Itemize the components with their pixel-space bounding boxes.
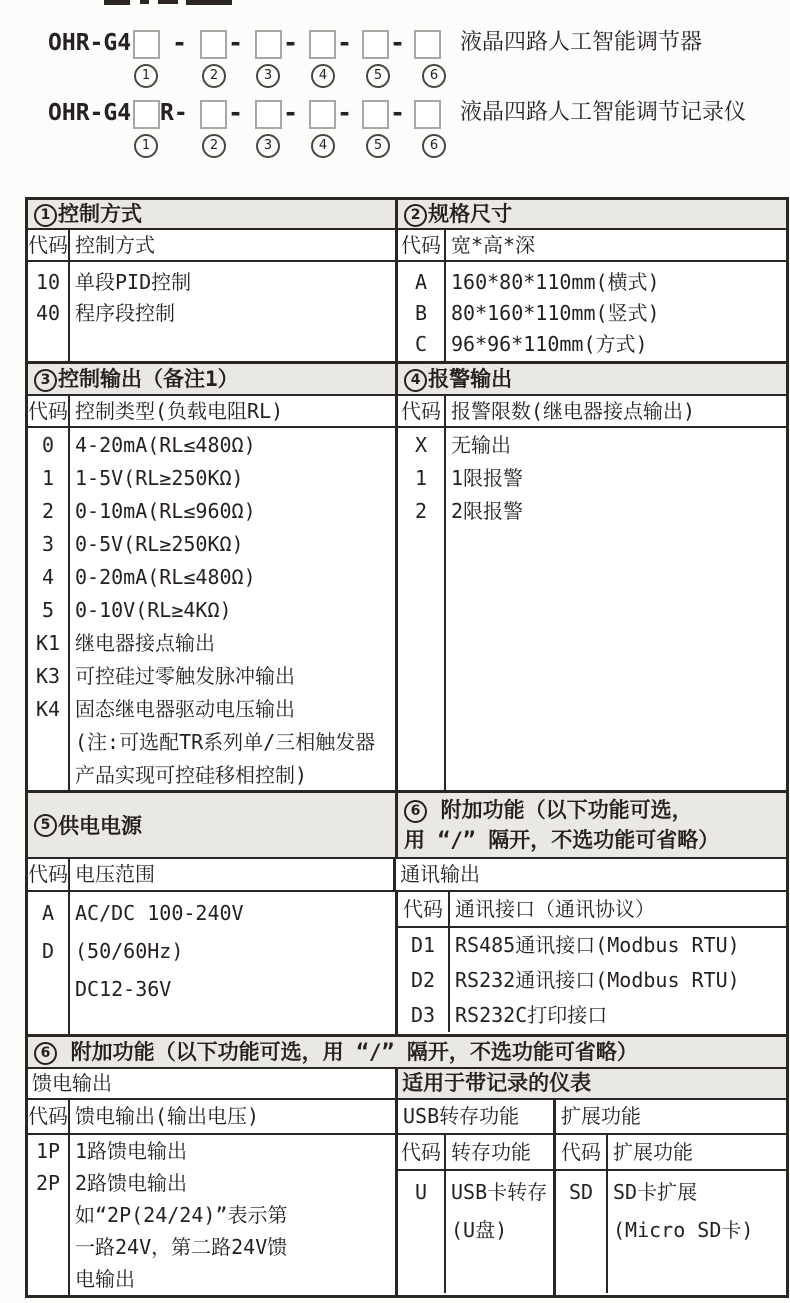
dash: - [283, 98, 299, 127]
desc-column [70, 892, 395, 1034]
code-line: 4 [41, 565, 55, 589]
text-line: 0-10V(RL≥4KΩ) [75, 598, 232, 622]
text-line: RS232通讯接口(Modbus RTU) [455, 968, 740, 992]
code-line: 2 [414, 499, 428, 523]
desc-header: 转存功能 [451, 1140, 531, 1164]
code-line: 1P [35, 1139, 61, 1163]
model-code-box-3 [255, 30, 282, 59]
circled-number-3: 3 [256, 64, 280, 88]
model-label-controller: 液晶四路人工智能调节器 [460, 30, 703, 55]
code-line: D1 [410, 933, 436, 957]
circled-number-3: 3 [34, 369, 57, 392]
model-code-box-1 [133, 30, 160, 59]
code-line: X [414, 433, 428, 457]
text-line: 160*80*110mm(横式) [451, 270, 660, 294]
circled-number-2: 2 [202, 64, 226, 88]
code-line: 40 [35, 301, 61, 325]
code-line: C [414, 332, 428, 356]
section3-4-colhead-row [28, 396, 786, 428]
circled-number-4: 4 [311, 134, 335, 158]
desc-header: 电压范围 [75, 862, 155, 886]
comm-output-subtitle: 通讯输出 [400, 862, 481, 886]
clipped-text-fragment [158, 0, 178, 4]
model-code-box-1 [133, 100, 160, 129]
text-line: 电输出 [75, 1267, 135, 1291]
desc-column [608, 1171, 786, 1293]
text-line: SD卡扩展 [613, 1180, 698, 1204]
code-header: 代码 [556, 1135, 608, 1169]
circled-number-4: 4 [404, 369, 427, 392]
section3-4-data-row [28, 428, 786, 793]
dash: - [390, 98, 406, 127]
desc-column [450, 928, 786, 1032]
text-line: 0-20mA(RL≤480Ω) [75, 565, 256, 589]
text-line: RS485通讯接口(Modbus RTU) [455, 933, 740, 957]
circled-number-4: 4 [311, 64, 335, 88]
text-line: 可控硅过零触发脉冲输出 [75, 664, 295, 688]
text-line: 固态继电器驱动电压输出 [75, 697, 295, 721]
text-line: DC12-36V [75, 977, 172, 1001]
text-line: 如“2P(24/24)”表示第 [75, 1203, 288, 1227]
text-line: 2路馈电输出 [75, 1171, 188, 1195]
code-line: D3 [410, 1003, 436, 1027]
code-header: 代码 [28, 396, 70, 426]
section3-title: 3 控制输出（备注1） [28, 364, 398, 394]
section1-title: 1 控制方式 [28, 200, 398, 228]
code-column [398, 1171, 446, 1293]
code-column [28, 1135, 70, 1295]
dash: - [283, 28, 299, 57]
section1-2-data-row [28, 262, 786, 364]
model-label-recorder: 液晶四路人工智能调节记录仪 [460, 100, 747, 125]
model-code-box-6 [414, 30, 441, 59]
section3-4-header-row [28, 364, 786, 396]
code-line: U [414, 1180, 428, 1204]
desc-header: 扩展功能 [613, 1140, 693, 1164]
text-line: 一路24V，第二路24V馈 [75, 1235, 288, 1259]
desc-header: 馈电输出(输出电压) [75, 1104, 260, 1128]
text-line: 继电器接点输出 [75, 631, 215, 655]
selection-table [25, 197, 789, 1298]
desc-header: 报警限数(继电器接点输出) [451, 399, 696, 423]
section6-full-header-row [28, 1037, 786, 1069]
dash: - [228, 28, 244, 57]
code-line: K1 [35, 631, 61, 655]
section2-title: 2 规格尺寸 [398, 200, 786, 228]
model-prefix-controller: OHR-G4 [48, 30, 132, 56]
usb-header-row [398, 1135, 553, 1171]
section1-2-colhead-row [28, 230, 786, 262]
desc-column [70, 428, 395, 790]
text-line: (Micro SD卡) [613, 1218, 754, 1242]
section6-full-title: 6 附加功能（以下功能可选，用 “/” 隔开，不选功能可省略） [28, 1037, 786, 1067]
section6-title-line1: 6 附加功能（以下功能可选， [398, 795, 786, 825]
section5-6-colhead-row [28, 859, 786, 892]
code-column [556, 1171, 608, 1293]
code-column [28, 262, 70, 361]
desc-header: 宽*高*深 [451, 233, 536, 257]
section4-title: 4 报警输出 [398, 364, 786, 394]
desc-header: 通讯接口（通讯协议） [455, 897, 655, 921]
model-code-box-3 [255, 100, 282, 129]
circled-number-6: 6 [34, 1042, 57, 1065]
code-line: 5 [41, 598, 55, 622]
text-line: 产品实现可控硅移相控制) [75, 763, 308, 787]
circled-number-5: 5 [34, 814, 57, 837]
code-header: 代码 [398, 396, 446, 426]
code-column [398, 928, 450, 1032]
circled-number-6: 6 [422, 64, 446, 88]
desc-column [446, 428, 786, 790]
text-line: 1-5V(RL≥250KΩ) [75, 466, 244, 490]
desc-header: 控制类型(负载电阻RL) [75, 399, 284, 423]
model-recorder-suffix: R- [160, 100, 188, 126]
usb-subtable [398, 1135, 556, 1295]
feed-output-subtitle: 馈电输出 [28, 1069, 398, 1098]
text-line: 80*160*110mm(竖式) [451, 301, 660, 325]
desc-column [70, 262, 395, 361]
text-line: (U盘) [451, 1218, 508, 1242]
text-line: 程序段控制 [75, 301, 175, 325]
usb-data [398, 1171, 553, 1293]
model-code-box-4 [309, 100, 336, 129]
code-line: 2P [35, 1171, 61, 1195]
dash: - [337, 28, 353, 57]
code-column [28, 428, 70, 790]
circled-number-2: 2 [404, 204, 427, 227]
circled-number-1: 1 [34, 204, 57, 227]
code-header: 代码 [28, 859, 70, 890]
code-column [398, 262, 446, 361]
circled-number-1: 1 [134, 134, 158, 158]
code-column [398, 428, 446, 790]
text-line: (50/60Hz) [75, 939, 184, 963]
model-code-box-2 [200, 100, 227, 129]
code-header: 代码 [28, 1100, 70, 1133]
section6-subtitle-row [28, 1069, 786, 1100]
code-line: K3 [35, 664, 61, 688]
circled-number-1: 1 [134, 64, 158, 88]
model-code-box-4 [309, 30, 336, 59]
text-line: AC/DC 100-240V [75, 901, 244, 925]
model-code-diagram [0, 0, 790, 197]
section6-title-line2: 用 “/” 隔开，不选功能可省略） [404, 828, 720, 852]
dash: - [390, 28, 406, 57]
code-line: 3 [41, 532, 55, 556]
code-line: A [414, 270, 428, 294]
code-header: 代码 [398, 230, 446, 260]
code-line: B [414, 301, 428, 325]
circled-number-2: 2 [202, 134, 226, 158]
code-header: 代码 [398, 892, 450, 926]
text-line: 0-5V(RL≥250KΩ) [75, 532, 244, 556]
desc-column [70, 1135, 395, 1295]
code-line: 0 [41, 433, 55, 457]
text-line: 2限报警 [451, 499, 524, 523]
model-code-box-5 [362, 100, 389, 129]
comm-subtable [398, 892, 786, 1034]
ext-data [556, 1171, 786, 1293]
code-line: 10 [35, 270, 61, 294]
ext-title: 扩展功能 [561, 1104, 641, 1128]
circled-number-3: 3 [256, 134, 280, 158]
ext-subtable [556, 1135, 786, 1295]
text-line: 4-20mA(RL≤480Ω) [75, 433, 256, 457]
text-line: 0-10mA(RL≤960Ω) [75, 499, 256, 523]
code-line: 1 [414, 466, 428, 490]
clipped-text-fragment [140, 0, 149, 4]
model-prefix-recorder: OHR-G4 [48, 100, 132, 126]
text-line: 1限报警 [451, 466, 524, 490]
text-line: 96*96*110mm(方式) [451, 332, 648, 356]
model-code-box-5 [362, 30, 389, 59]
section5-title: 5 供电电源 [28, 793, 398, 857]
desc-column [446, 1171, 553, 1293]
circled-number-6: 6 [422, 134, 446, 158]
section5-6-header-row [28, 793, 786, 859]
dash: - [337, 98, 353, 127]
section6-colhead-row [28, 1100, 786, 1135]
ext-header-row [556, 1135, 786, 1171]
code-header: 代码 [28, 230, 70, 260]
code-line: K4 [35, 697, 61, 721]
dash: - [228, 98, 244, 127]
comm-header-row [398, 892, 786, 928]
text-line: 单段PID控制 [75, 270, 192, 294]
text-line: (注:可选配TR系列单/三相触发器 [75, 730, 376, 754]
section6-data-row [28, 1135, 786, 1295]
code-line: A [41, 901, 55, 925]
clipped-text-fragment [104, 0, 130, 5]
comm-data [398, 928, 786, 1032]
text-line: RS232C打印接口 [455, 1003, 608, 1027]
code-line: 2 [41, 499, 55, 523]
code-line: D2 [410, 968, 436, 992]
code-line: SD [568, 1180, 594, 1204]
clipped-text-fragment [186, 0, 232, 5]
text-line: USB卡转存 [451, 1180, 548, 1204]
desc-header: 控制方式 [75, 233, 155, 257]
section5-6-data-row [28, 892, 786, 1037]
circled-number-6: 6 [404, 800, 427, 823]
dash: - [172, 28, 188, 57]
model-code-box-6 [414, 100, 441, 129]
text-line: 无输出 [451, 433, 511, 457]
code-line: D [41, 939, 55, 963]
circled-number-5: 5 [366, 64, 390, 88]
code-line: 1 [41, 466, 55, 490]
section6-title [398, 793, 786, 857]
desc-column [446, 262, 786, 361]
usb-title: USB转存功能 [398, 1100, 556, 1133]
model-code-box-2 [200, 30, 227, 59]
code-header: 代码 [398, 1135, 446, 1169]
text-line: 1路馈电输出 [75, 1139, 188, 1163]
circled-number-5: 5 [366, 134, 390, 158]
recorder-only-subtitle: 适用于带记录的仪表 [398, 1069, 786, 1098]
code-column [28, 892, 70, 1034]
section1-2-header-row [28, 200, 786, 230]
